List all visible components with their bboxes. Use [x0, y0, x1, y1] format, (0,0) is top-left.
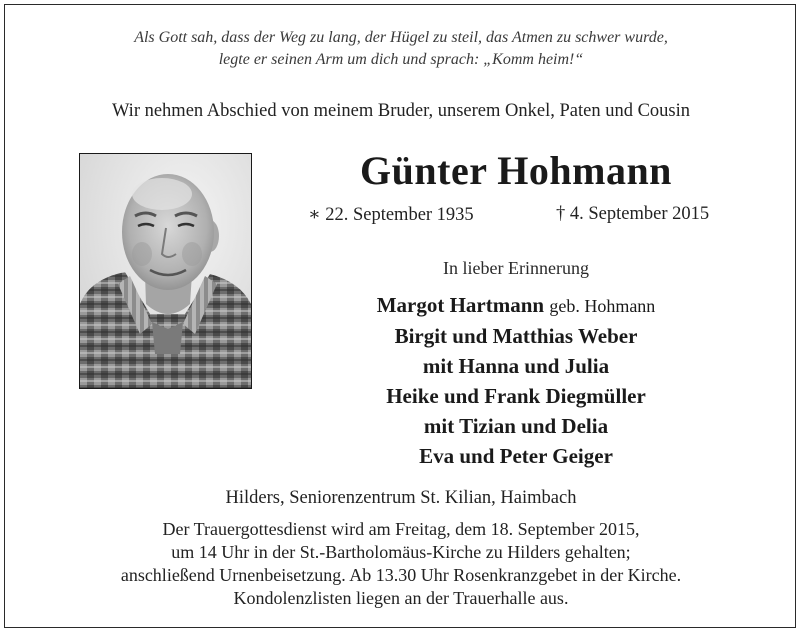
poem-line-2: legte er seinen Arm um dich und sprach: „Komm heim!“ — [218, 51, 584, 68]
portrait-image — [80, 154, 251, 388]
mourner-line: mit Tizian und Delia — [423, 414, 609, 438]
birth-date: ∗ 22. September 1935 — [308, 205, 474, 225]
deceased-portrait-photo — [79, 153, 252, 389]
service-notice — [5, 518, 797, 610]
notice-line: anschließend Urnenbeisetzung. Ab 13.30 Uhr Rosenkranzgebet in der Kirche. — [120, 565, 682, 585]
poem-quote — [5, 27, 797, 71]
mourner-line: Birgit und Matthias Weber — [394, 324, 638, 348]
notice-line: um 14 Uhr in der St.-Bartholomäus-Kirche zu Hilders gehalten; — [171, 542, 631, 562]
farewell-intro: Wir nehmen Abschied von meinem Bruder, unserem Onkel, Paten und Cousin — [111, 101, 691, 121]
poem-line-1: Als Gott sah, dass der Weg zu lang, der Hügel zu steil, das Atmen zu schwer wurde, — [134, 29, 668, 46]
death-date: † 4. September 2015 — [556, 204, 710, 224]
mourner-maiden-name: geb. Hohmann — [549, 296, 656, 316]
place-line: Hilders, Seniorenzentrum St. Kilian, Haimbach — [225, 488, 577, 508]
mourner-line: Heike und Frank Diegmüller — [386, 384, 646, 408]
memory-line: In lieber Erinnerung — [443, 258, 589, 278]
mourner-line: mit Hanna und Julia — [422, 354, 610, 378]
mourner-line: Eva und Peter Geiger — [419, 444, 613, 468]
deceased-name: Günter Hohmann — [360, 148, 672, 193]
mourner-line — [301, 290, 731, 321]
notice-line: Der Trauergottesdienst wird am Freitag, dem 18. September 2015, — [162, 519, 640, 539]
obituary-card — [4, 4, 796, 628]
notice-line: Kondolenzlisten liegen an der Trauerhalle aus. — [233, 588, 569, 608]
mourners-list — [301, 290, 731, 471]
mourner-name: Margot Hartmann — [376, 293, 545, 317]
